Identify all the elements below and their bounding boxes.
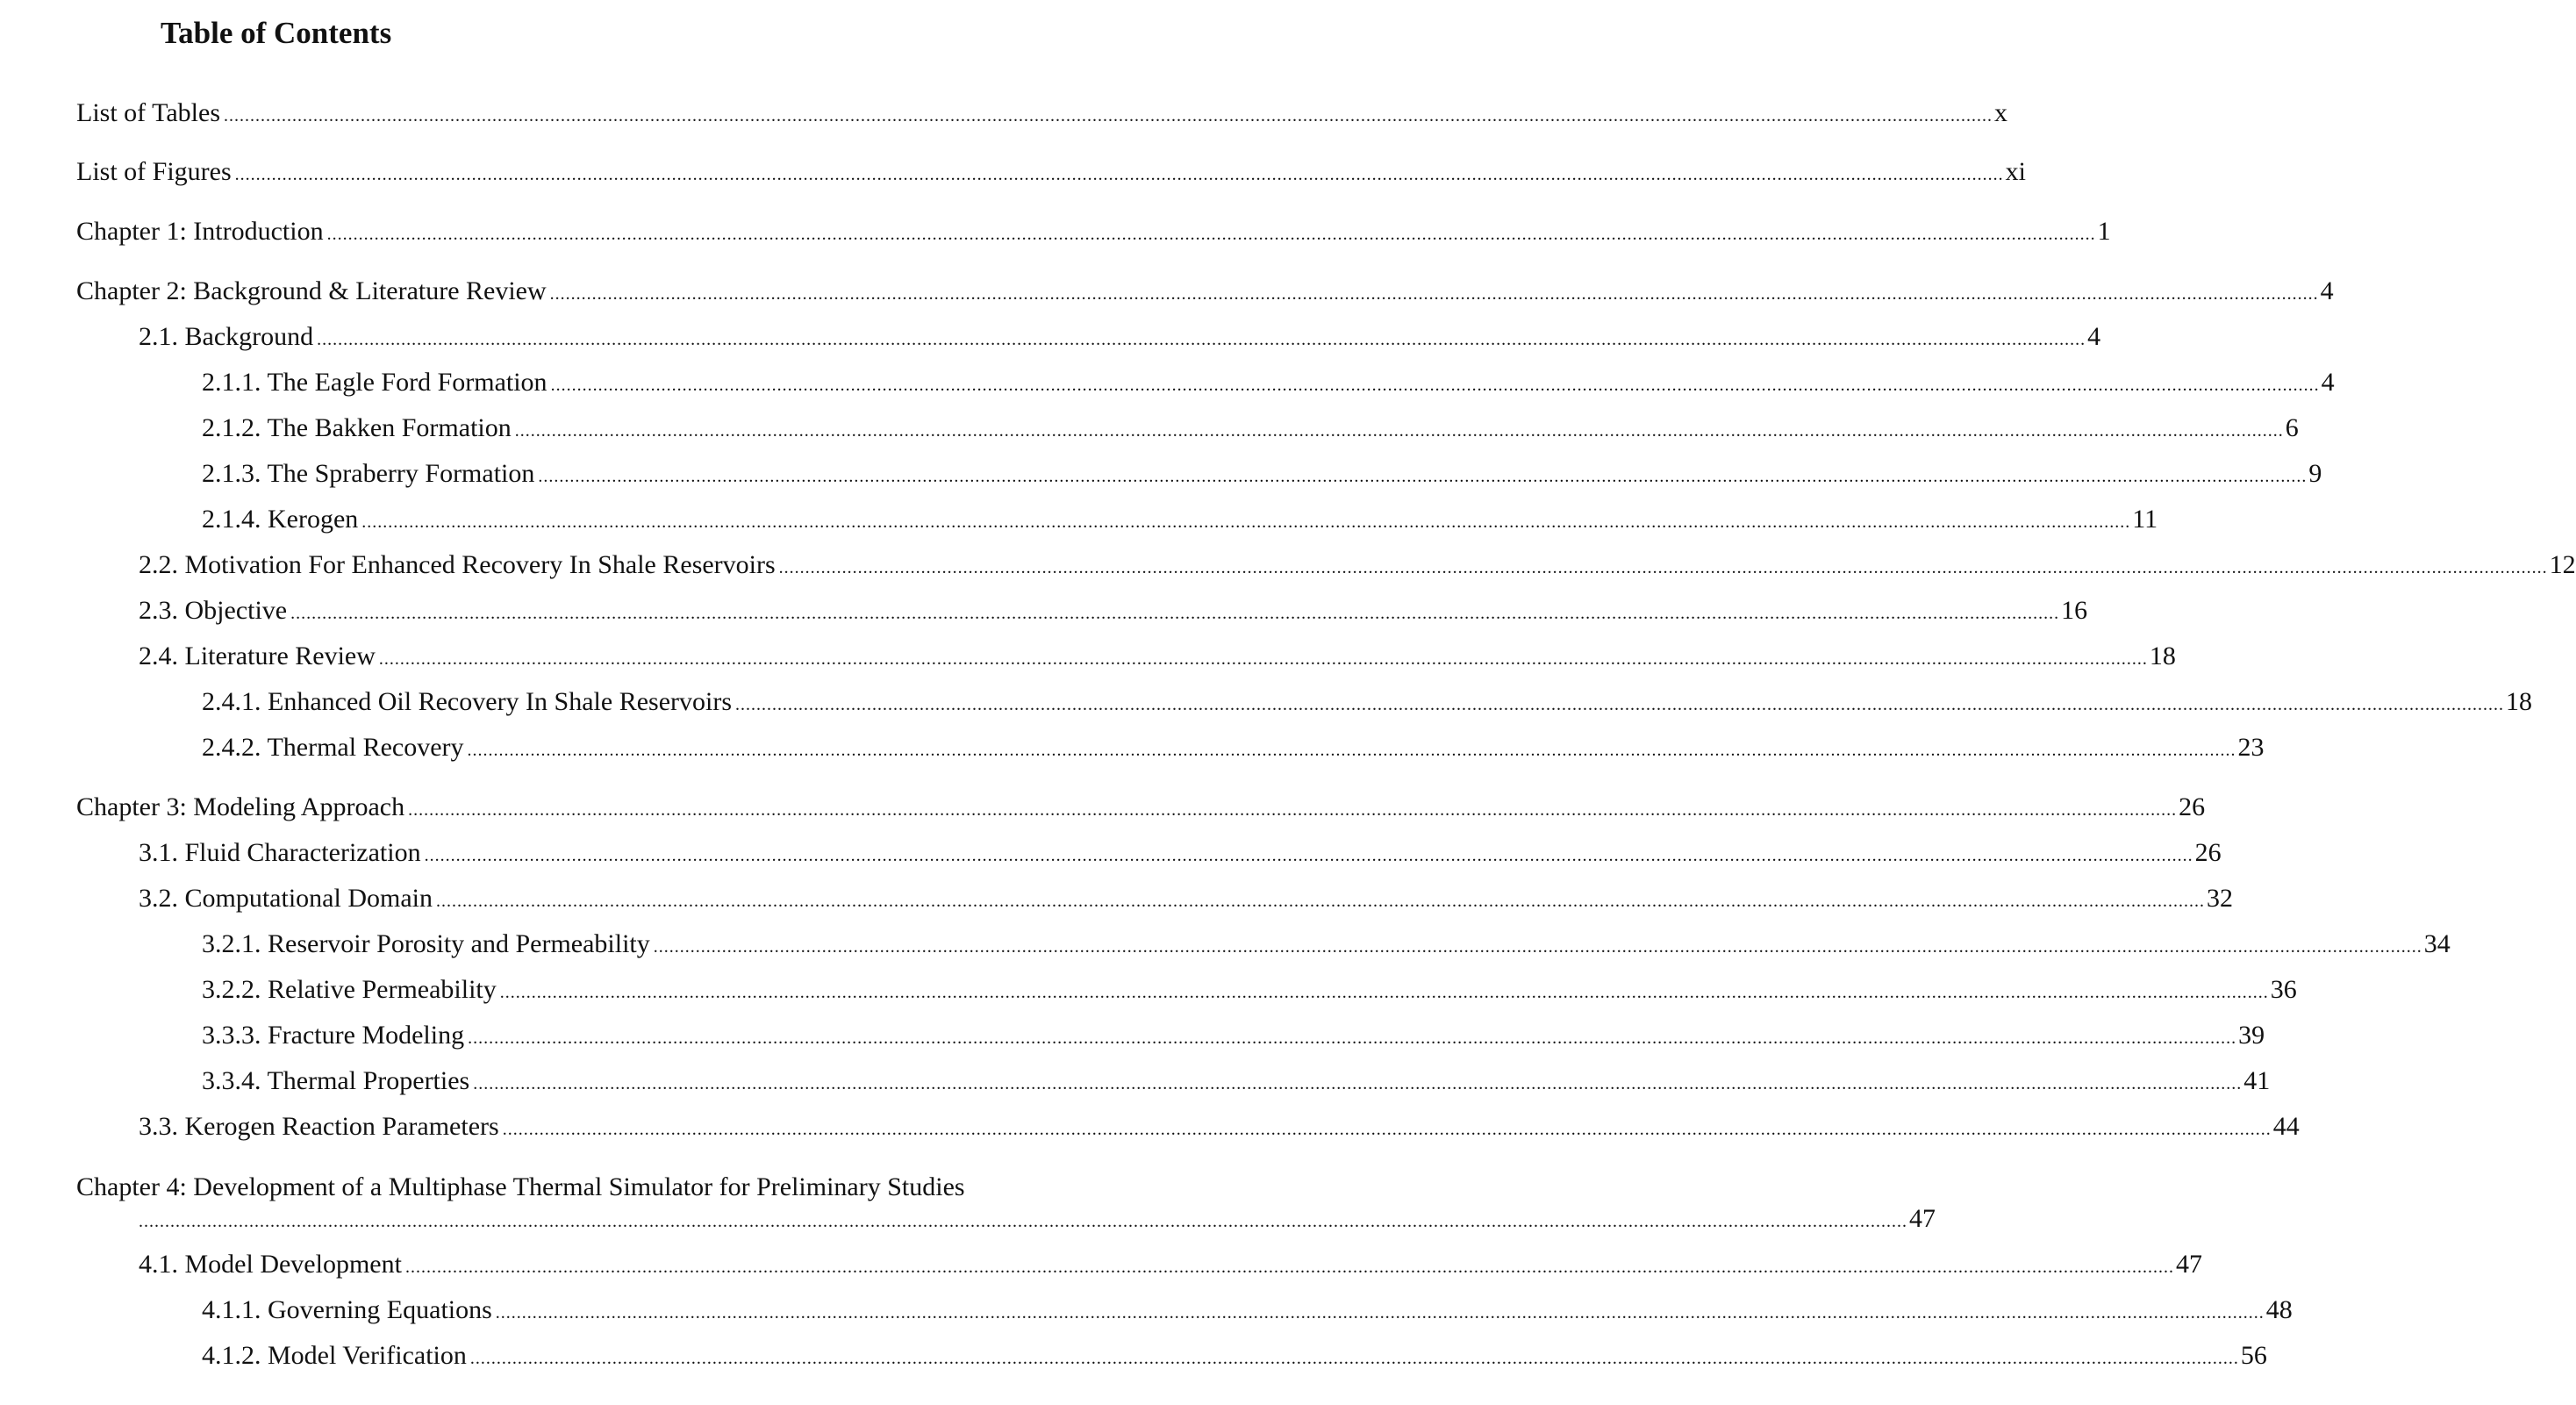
toc-entry-2-1-2[interactable] — [202, 411, 2299, 448]
toc-entry-4-1-2[interactable] — [202, 1338, 2267, 1376]
toc-entry-3-3[interactable] — [139, 1109, 2300, 1147]
toc-entry-label: 2.2. Motivation For Enhanced Recovery In Shale Reservoirs — [139, 550, 776, 579]
toc-entry-2-4-2[interactable] — [202, 730, 2265, 768]
dot-leader: ................................................................................................................................................................................................................................................................................................................................................ — [139, 1212, 1907, 1231]
toc-entry-page: 4 — [2320, 276, 2334, 305]
toc-entry-label: Chapter 2: Background & Literature Review — [76, 276, 547, 305]
toc-entry-page: 48 — [2265, 1295, 2293, 1324]
toc-entry-page: xi — [2005, 157, 2027, 186]
toc-entry-2-1[interactable] — [139, 319, 2101, 357]
toc-entry-label: List of Tables — [76, 98, 220, 127]
toc-entry-3-1[interactable] — [139, 835, 2222, 873]
dot-leader: ................................................................................................................................................................................................................................................................................................................................................ — [778, 558, 2548, 577]
toc-entry-page: 32 — [2206, 884, 2233, 913]
toc-entry-page: 41 — [2243, 1066, 2271, 1095]
page-title: Table of Contents — [161, 16, 392, 50]
toc-entry-label: 3.2. Computational Domain — [139, 884, 433, 913]
dot-leader: ................................................................................................................................................................................................................................................................................................................................................ — [326, 225, 2096, 244]
toc-entry-label: 3.3. Kerogen Reaction Parameters — [139, 1112, 499, 1141]
toc-entry-label: 3.3.3. Fracture Modeling — [202, 1021, 465, 1050]
toc-entry-page: 6 — [2285, 413, 2299, 442]
toc-entry-label: 3.2.1. Reservoir Porosity and Permeability — [202, 929, 650, 958]
toc-entry-3-2[interactable] — [139, 881, 2233, 919]
toc-entry-3-3-3[interactable] — [202, 1018, 2265, 1056]
toc-entry-page: 9 — [2308, 459, 2322, 488]
toc-entry-page: 23 — [2237, 733, 2265, 762]
dot-leader: ................................................................................................................................................................................................................................................................................................................................................ — [435, 892, 2205, 911]
toc-entry-page: 44 — [2272, 1112, 2300, 1141]
toc-entry-page: 47 — [2175, 1250, 2202, 1279]
dot-leader: ................................................................................................................................................................................................................................................................................................................................................ — [404, 1258, 2174, 1277]
dot-leader: ................................................................................................................................................................................................................................................................................................................................................ — [468, 1029, 2237, 1048]
toc-entry-label: 3.2.2. Relative Permeability — [202, 975, 497, 1004]
toc-entry-label: 2.1.2. The Bakken Formation — [202, 413, 512, 442]
toc-entry-page: 36 — [2270, 975, 2297, 1004]
toc-entry-label: 3.3.4. Thermal Properties — [202, 1066, 470, 1095]
dot-leader: ................................................................................................................................................................................................................................................................................................................................................ — [473, 1074, 2243, 1093]
toc-entry-page: 56 — [2240, 1341, 2267, 1370]
toc-entry-page: 47 — [1909, 1204, 1936, 1233]
toc-entry-label: 2.4.2. Thermal Recovery — [202, 733, 464, 762]
toc-entry-2-1-4[interactable] — [202, 502, 2158, 540]
toc-entry-chapter-4-label[interactable]: Chapter 4: Development of a Multiphase Thermal Simulator for Preliminary Studies — [76, 1172, 965, 1201]
toc-entry-label: Chapter 3: Modeling Approach — [76, 792, 405, 821]
toc-entry-label: 4.1.1. Governing Equations — [202, 1295, 492, 1324]
toc-entry-label: 2.4. Literature Review — [139, 642, 376, 670]
toc-entry-page: 26 — [2194, 838, 2222, 867]
toc-entry-page: 18 — [2149, 642, 2176, 670]
dot-leader: ................................................................................................................................................................................................................................................................................................................................................ — [538, 467, 2308, 486]
toc-entry-page: 16 — [2061, 596, 2088, 625]
toc-entry-label: 2.1.4. Kerogen — [202, 505, 359, 534]
toc-entry-label: Chapter 1: Introduction — [76, 217, 324, 246]
toc-entry-2-1-3[interactable] — [202, 456, 2322, 494]
toc-entry-2-4[interactable] — [139, 639, 2176, 677]
dot-leader: ................................................................................................................................................................................................................................................................................................................................................ — [234, 165, 2004, 184]
toc-entry-list-of-tables[interactable] — [76, 96, 2007, 133]
toc-entry-chapter-1[interactable] — [76, 214, 2111, 252]
toc-entry-label: 2.1. Background — [139, 322, 314, 351]
toc-entry-page: 39 — [2238, 1021, 2265, 1050]
toc-entry-4-1-1[interactable] — [202, 1293, 2293, 1330]
toc-entry-2-4-1[interactable] — [202, 685, 2532, 722]
dot-leader: ................................................................................................................................................................................................................................................................................................................................................ — [502, 1120, 2272, 1139]
toc-entry-chapter-2[interactable] — [76, 274, 2334, 312]
toc-entry-page: x — [1994, 98, 2007, 127]
dot-leader: ................................................................................................................................................................................................................................................................................................................................................ — [550, 376, 2320, 395]
toc-entry-label: 2.1.3. The Spraberry Formation — [202, 459, 535, 488]
toc-entry-label: 4.1.2. Model Verification — [202, 1341, 467, 1370]
dot-leader: ................................................................................................................................................................................................................................................................................................................................................ — [514, 421, 2284, 441]
toc-entry-page: 1 — [2097, 217, 2111, 246]
toc-entry-2-3[interactable] — [139, 593, 2088, 631]
dot-leader: ................................................................................................................................................................................................................................................................................................................................................ — [499, 983, 2269, 1002]
toc-entry-label: 2.3. Objective — [139, 596, 288, 625]
toc-entry-2-2[interactable] — [139, 548, 2576, 585]
toc-entry-label: List of Figures — [76, 157, 232, 186]
toc-entry-4-1[interactable] — [139, 1247, 2202, 1285]
toc-entry-label: 4.1. Model Development — [139, 1250, 402, 1279]
toc-entry-page: 12 — [2549, 550, 2576, 579]
toc-entry-page: 4 — [2087, 322, 2101, 351]
toc-entry-page: 26 — [2179, 792, 2206, 821]
toc-entry-chapter-4[interactable] — [139, 1201, 1936, 1239]
toc-entry-label: 2.4.1. Enhanced Oil Recovery In Shale Reservoirs — [202, 687, 732, 716]
dot-leader: ................................................................................................................................................................................................................................................................................................................................................ — [467, 741, 2236, 760]
dot-leader: ................................................................................................................................................................................................................................................................................................................................................ — [317, 330, 2086, 349]
dot-leader: ................................................................................................................................................................................................................................................................................................................................................ — [224, 106, 1993, 125]
toc-entry-list-of-figures[interactable] — [76, 154, 2027, 192]
dot-leader: ................................................................................................................................................................................................................................................................................................................................................ — [408, 800, 2178, 820]
toc-entry-label: 2.1.1. The Eagle Ford Formation — [202, 368, 547, 397]
dot-leader: ................................................................................................................................................................................................................................................................................................................................................ — [735, 695, 2504, 714]
toc-entry-chapter-3[interactable] — [76, 790, 2206, 828]
toc-entry-2-1-1[interactable] — [202, 365, 2335, 403]
toc-entry-3-3-4[interactable] — [202, 1064, 2271, 1101]
dot-leader: ................................................................................................................................................................................................................................................................................................................................................ — [495, 1303, 2265, 1323]
dot-leader: ................................................................................................................................................................................................................................................................................................................................................ — [361, 513, 2131, 532]
toc-entry-3-2-1[interactable] — [202, 927, 2451, 964]
toc-entry-page: 18 — [2506, 687, 2532, 716]
dot-leader: ................................................................................................................................................................................................................................................................................................................................................ — [424, 846, 2193, 865]
toc-entry-3-2-2[interactable] — [202, 972, 2297, 1010]
dot-leader: ................................................................................................................................................................................................................................................................................................................................................ — [469, 1349, 2239, 1368]
dot-leader: ................................................................................................................................................................................................................................................................................................................................................ — [378, 649, 2148, 669]
dot-leader: ................................................................................................................................................................................................................................................................................................................................................ — [290, 604, 2060, 623]
toc-entry-page: 34 — [2423, 929, 2451, 958]
toc-entry-page: 11 — [2132, 505, 2158, 534]
dot-leader: ................................................................................................................................................................................................................................................................................................................................................ — [653, 937, 2422, 957]
toc-entry-page: 4 — [2321, 368, 2335, 397]
toc-entry-label: 3.1. Fluid Characterization — [139, 838, 421, 867]
dot-leader: ................................................................................................................................................................................................................................................................................................................................................ — [549, 284, 2319, 304]
